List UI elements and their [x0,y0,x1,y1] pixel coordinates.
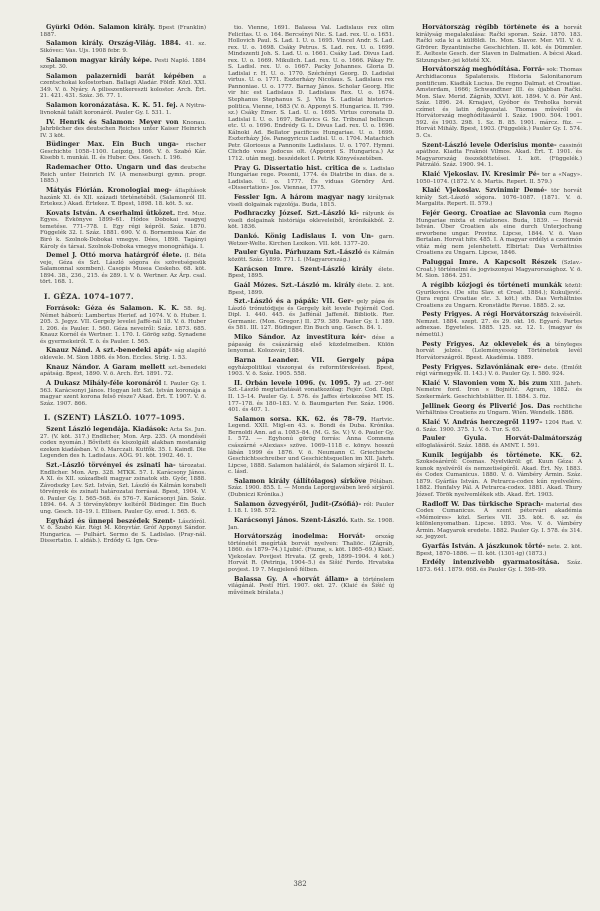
entry-citation: ter a «Nagy». 1050–1074. (1872. V. ö. Martis. Repert. II. 579.) [416,172,582,185]
bibliography-entry [228,576,394,597]
entry-title: Demel J. Ottó morva határgróf élete. [46,251,182,260]
bibliography-entry [228,298,394,332]
entry-title: Salamon sorsa. KK. 62. és 78–79. [234,414,367,423]
entry-title: Barna Leander. VII. Gergely pápa [234,356,394,365]
entry-title: Klaić Vjekoslav. IV. Kresimir Pé- [422,170,540,179]
bibliography-entry [416,452,582,499]
entry-citation: 1204 Rad. V. ö. Száz. 1900. 375. 1. V. ö. Tur. S. 65. [416,419,582,433]
bibliography-entry [416,341,582,362]
bibliography-entry [228,517,394,531]
entry-citation: material des Codex Cumanicus. A szent pétervári akadémia «Mémoires» közl. Series VII. 35. köt. 6. sz. és különlenyomatban. Lipcse. 1893. Vos. V. ö. Vámbéry Ármin. Magyarok eredete. 1882. Pauler Gy. I. 578. és 314. sz. jegyzet. [416,501,582,541]
entry-citation: a czentschokai kolostorban. Ballagi Aladár. Földr. Közl. XXI. 349. V. ö. Nyáry. A pilisszentkereszti kolostor. Arch. Ért. 21. 421. 431. Száz. 36. 77. 1. [40,73,206,100]
page-number: 382 [293,880,307,888]
bibliography-entry [416,543,582,557]
bibliography-entry [40,57,206,71]
entry-citation: Pólában. Száz. 1900. 855. I. — Monda Leporgjaváben levő sírjáról. (Dubniczi Krónika.) [228,478,394,498]
entry-title: Pesty Frigyes. A régi Horvátország [422,310,549,319]
entry-citation: XIII. Jahrh. Nemetre ford. Iron s Bojničić. Agram, 1882. és Szekermárk. Geschichtsblätter. II. 1884. 3. füz. [416,380,582,400]
entry-citation: Kath. Sz. 1908. Jan. [228,518,394,531]
bibliography-entry [416,66,582,139]
bibliography-entry [416,559,582,573]
entry-citation: közül: Gyurikovics. (De situ Slav. et Croat. 1884.); Kukuljević. (Jura regni Croatiae etc. 3. köt.) stb. Das Verhältniss Croatiens zu Ungarn. Kronstädte Revue. 1885. 2. sz. [416,283,582,309]
bibliography-entry [416,435,582,449]
entry-title: Podhraczky József. Szt.-László ki- [234,209,359,218]
entry-title: Horvátország meghódítása. Forrá- [422,65,545,74]
entry-citation: tio. Vienne, 1691. Balassa Val. Ladislaus rex olim Felicitas. U. o. 164. Bercsényi Nic. S. Lad. rex. U. o. 1651. Hollovich Paul. S. Lad. I. U. o. 1695. Vincel Andr. S. Lad. rex. U. o. 1698. Csáky Petrus. S. Lad. rex. U. o. 1699. Mindszenti Joh. S. Lad. U. o. 1661. Csáky Lad. Divus Lad. rex. U. o. 1669. Mikulich. Lad. rex. U. o. 1666. Pákay Fr. S. Ladisl. rex. U. o. 1667. Packy Johannes. Gloria D. Ladislai r. H. U. o. 1770. Széchényi Georg. D. Ladislai virtus. U. o. 1771. Eszterházy Nicolaus. S. Ladislaus rex Pannoniae. U. o. 1777. Barnay János. Scholar Georg. Hic vir hic est Ladislaus D. Ladislaus Rex. U. o. 1674. Stephanus Stephanus S. J. Vita S. Ladislai historico-politica. Vienne, 1683 (V. ö. Apponyi S. Hungarica. II. 799. sz.) Csáky Emer. S. Lad. U. o. 1695. Virtus coronata D. Ladislai I. U. o. 1697. Bellavics G. Sz. Tribunal bellicum etc. U. o. 1696. Endrédy G. L. Divus Lad. rex. U. o. 1696. Kálnoki Ad. Bellator pacificus Hungariae. U. o. 1699. Eszterházy Jós. Panegyricus Ladisl. U. o. 1704. Matachich Petr. Gloriosus a Pannoniis Ladislaus. U. o. 1707. Hymni. Clichdo vous Jodocus olt. (Apponyi S. Hungarica.) Az 1712. után megj. beszédeket I. Petrik Könyvészetében. [228,25,394,162]
entry-title: Radloff W. Das türkische Sprach- [422,499,544,508]
bibliography-entry [228,165,394,192]
bibliography-entry [228,210,394,231]
entry-title: Salamon özvegyéről, Judit-(Zsófiá)- [234,499,362,508]
entry-citation: I. Pauler Gy. I. 563. Karácsonyi János. Hogyan lett Szt. István koronája a magyar szent korona felső része? Akad. Ért. T. 1907. V. ö. Száz. 1907. 866. [40,381,206,407]
bibliography-entry [416,142,582,169]
entry-title: Fejér Georg. Croatiae ac Slavonia [422,209,547,218]
entry-citation: horvát királyság megalakulása: Rački sporan. Száz. 1870. 183. Rački szla ki a külföldi. In. Mon. Slavor. Mer. VII. V. ö. Gfrörer. Byzantinische Geschichten. II. köt. és Dümmler. E. Aelteste Gesch. der Slaven in Dalmatien. A bécsi Akad. Sitzungsber.-jei köteté XX. [416,25,582,64]
entry-title: II. Orbán levele 1096. (v. 1095. ?) [234,378,361,387]
entry-title: Pesty Frigyes. Szlavóniának ere- [422,362,541,371]
entry-title: Szt.-László és a pápák: VII. Ger- [234,297,354,306]
entry-citation: cassinói apáthoz. Kiadta Fraknói Vilmos. Akad. Ért. T. 1901. és Magyarország összeköttetései. I. köt. (Függelék.) Pátrzáló. Száz. 1900. 94. 1. [416,142,582,169]
entry-citation: rályunk és viseli dolgainak históriája okleveleiből, krónikákból. 2. köt. 1836. [228,211,394,231]
bibliography-entry [40,210,206,250]
bibliography-entry [416,210,582,257]
entry-title: Jellinek Georg és Pliverić Jos. Das [422,401,551,410]
bibliography-entry [40,518,206,545]
bibliography-entry [416,311,582,338]
bibliography-entry [40,102,206,116]
bibliography-entry [416,259,582,280]
bibliography-entry [416,282,582,309]
entry-title: Gyarfás István. A jászkunok törté- [422,542,546,551]
bibliography-entry [40,462,206,515]
entry-citation: Száz. 1873. 641. 1879. 668. és Pauler Gy. I. 598–99. [416,560,582,573]
section-heading: I. GÉZA. 1074–1077. [44,292,134,302]
entry-title: Egyházi és ünnepi beszédek Szent- [46,516,176,525]
entry-citation: ság alapító oklevele. M. Sion 1886. és Mon. Eccles. Strig. I. 53. [40,348,206,362]
entry-title: Erdély intenzivebb gyarmatosítása. [422,558,560,567]
entry-citation: rechtliche Verhältniss Croatiens zu Ungarn. Wien. Wendelk. 1886. [416,403,582,417]
entry-title: Knauz Nánd. A szt.-benedeki apát- [46,346,173,355]
entry-citation: nete. 2. köt. Bpest, 1870–1886. — II. köt. (1301-ig) (1873.) [416,544,582,557]
entry-citation: ad. 27–96! Szt.-László megtartatását vonatkozólag: Fejér. Cod. Dipl. II. 13–14. Pauler Gy. I. 576. és Jaffes értekezése MT. IS. 177–178. és 180–183. V. ö. Baumgarten Fer. Száz. 1906. 401. és 407. 1. [228,380,394,414]
entry-title: Klaić Vjekoslav. Szvinimir Demé- [422,186,547,195]
entry-citation: rischer Geschichte 1058–1100. Leipzig, 1866. V. ö. Szabó Kár. Kisebb t. munkái. II. és Huber. Oes. Gesch. I. 196. [40,142,206,162]
entry-citation: szt.-benedeki apátság. Bpest, 1890. V. ö. Arch. Ért. 1891. 72. [40,364,206,378]
entry-citation: garn. Wetzer-Welte. Kirchen Lexikon. VII. köt. 1377–20. [228,234,394,247]
bibliography-entry [228,380,394,414]
text-columns [40,24,582,876]
entry-citation: gely pápa és László trónutódjeje és Gergely két levele Fejérnél Cod. Dipl. I. 440. 445. és Jaffénál Jaffenél. Bibliotk. Rer. Germanic. (Mon. Gregor.) II. 279. 389. Pauler Gy. I. 189. és 581. III. 127. Büdinger. Ein Buch ung. Gesch. 84. 1. [228,299,394,332]
entry-title: Gaál Mózes. Szt.-László m. király [234,281,355,289]
bibliography-entry [416,187,582,208]
entry-citation: történelem világánál. Pesti Hírl. 1907. okt. 27. (Klaić és Šišić új művéinek bírálata.) [228,576,394,596]
entry-title: Szent-László levele Oderisius monte- [422,140,557,149]
entry-citation: 41. sz. Sikóvec: Vas. Ujs. 1908 febr. 9. [40,41,206,54]
entry-title: Salamon koronázatása. K. K. 51. fej. [46,101,178,110]
entry-citation: állapítások hazánk XI. és XII. századi történetéből. (Salamonról III. Ertekez.) Akad. Értekez. T. Bpest, 1898. 18. köt. 5. sz. [40,187,206,208]
bibliography-entry [416,501,582,541]
bibliography-entry [40,187,206,208]
entry-title: IV. Henrik és Salamon: Meyer von [46,117,179,126]
entry-citation: deutsche Reich unter Heinrich IV. (A menseburgi gymn. progr. 1885.) [40,165,206,185]
bibliography-entry [228,357,394,378]
entry-title: Szent László legendája. Kiadások: [46,425,168,434]
entry-title: Karácson Imre. Szent-László király [234,264,373,273]
entry-title: Pesty Frigyes. Az oklevelek és a [422,339,550,348]
bibliography-entry [228,478,394,499]
entry-title: Fessler Ign. A három magyar nagy [234,193,365,202]
entry-citation: cum Regno Hungariae mixta et relationes. Buda, 1839. — Horvát István. Über Croatien als eine durch Unterjochung erworbene ungar. Provinz. Lipcse, 1844. V. ö. Vaso Bertalan. Horvát hitv. 485. I. A magyar erdélyi a czerimón vitáz még nem jelenhetett. Elbirtat: Das Verhältniss Croatiens zu Ungarn. Lipcse, 1846. [416,211,582,257]
entry-citation: tényleges horvát jelzés. (Leleményesség Történetek levél Horvátországról. Bpest. Akadémia. 1889. [416,341,582,361]
bibliography-entry [40,73,206,100]
bibliography-entry [40,24,206,38]
entry-title: Horvátország régibb története és a [422,24,559,31]
entry-citation: s. Ladislao Hungariae rege. Posonii, 1774. és Diatribe in dias. de s. Ladislao. U. o. 1777. És viduas Görnöry Árd. «Dissertation» Jos. Viennae, 1775. [228,165,394,192]
entry-title: Karácsonyi János. Szent-László. [234,516,348,524]
bibliography-entry [228,24,394,162]
bibliography-entry [416,403,582,417]
entry-citation: ról: Pauler I. 18. I. 198. 572. [228,501,394,515]
entry-title: Pauler Gyula. Párhuzam Szt.-László [234,248,363,257]
bibliography-entry [228,501,394,515]
entry-citation: 58. fej. Német háború: Lambertus Herief. ad 1074. V. ö. Huber. I. 205. 3. Jegyz. VII. Gergely levelei Jaffé-nál 18. V. ö. Huber I. 206. és Pauler. I. 560. Géza neveiről: Száz. 1873. 685. Knauz Kornél és Wertner. 1. 170. I. Görög szög. Synadene és gyermekeiről. T. ö. és Pauler. I. 565. [40,306,206,345]
entry-title: Miko Sándor. Az investitura kér- [234,333,367,342]
bibliography-entry [40,119,206,140]
bibliography-entry [416,364,582,378]
entry-citation: sok: Thomas Archidiaconus Spalatensis. Historia Salonitanorum pontificum. Kiadták Lucius. De regno Dalmat. et Croatiae. Amsterdam, 1666; Schwandtner III. és újabban Rački. Mon. Slav. Merid. Zágráb, XXVI. köt. 1894. V. ö. Pór Ant. Száz. 1896. 24. Krnajavi, Gyóbor és Treholka horvát czímet és latin dolgozatai. Thomas művéről és Horvátország meghódításáról I. Száz. 1900. 504. 1901. 592. és 1903. 298. 1. Sz. B. 85. 1901. márcz. füz. — Horvát Mihály. Bpest, 1903. (Függelék.) Pauler Gy. I. 574. 5. Cs. [416,67,582,139]
entry-citation: Pesti Napló. 1884 szept. 30. [40,57,206,71]
bibliography-entry [40,141,206,162]
entry-citation: Hartvic. Legend. XXII. Migl-en 43. s. Bondi és Duba. Krónika. Bernoldi Ann. ad a. 1083–84. (M. G. Ss. V.) V. ö. Pauler Gy. I. 572. — Egyhonú görög forrás: Anna Comnena császárné «Alexias» szöve. 1069–1118 c. könyv. hosszú lábán 1999 és 1876. V. ö. Neumann C. Griechische Geschichtsschreiber und Geschichtsquellen im XII. Jahrh. Lipcse, 1888. Salamon haláláról, és Salamon sírjáról II. L. c. lásd. [228,416,394,476]
bibliography-entry [416,419,582,433]
entry-citation: dése a pápaság és császárság első küzdelmeiben. Külön lenyomat. Kolozsvár, 1884. [228,335,394,355]
entry-title: A Dukasz Mihály-féle koronáról [46,379,162,388]
bibliography-entry [416,24,582,64]
bibliography-entry [40,252,206,286]
bibliography-entry [40,305,206,345]
bibliography-entry [40,380,206,407]
bibliography-entry [228,282,394,296]
entry-citation: élete. Bpest, 1895. [228,266,394,280]
entry-citation: Bpest (Franklin) 1887. [40,25,206,38]
entry-title: Salamon király. Ország-Világ. 1884. [46,39,181,48]
entry-citation: királynak viseli dolgainak rajzolója. Buda, 1815. [228,195,394,208]
entry-citation: (Szlav.-Croat.) történelmi és jogviszonyai Magyarországhoz. V. ö. M. Sion. 1864. 251. [416,260,582,280]
bibliography-entry [228,249,394,263]
bibliography-entry [40,347,206,361]
entry-citation: elfoglalásáról. Száz. 1888. és AMNT. I. 591. [416,442,540,449]
entry-title: Klaić V. András herczegről 1197– [422,417,543,426]
entry-title: Salamon magyar király képe. [46,55,153,64]
entry-title: Klaić V. Slavonien vom X. bis zum [422,378,548,387]
bibliography-entry [228,533,394,573]
entry-citation: egyházpolitikai viszonyai és reformtörekvései. Bpest, 1903. V. ö. Száz. 1905. 558. [228,364,394,378]
entry-citation: élete. 2. köt. Bpest, 1899. [228,283,394,296]
entry-title: Mátyás Flórián. Kronologiai meg- [46,185,172,194]
entry-citation: Knonau. Jahrbücher des deutschen Reiches unter Kaiser Heinrich IV. 3 köt. [40,119,206,139]
bibliography-entry [228,194,394,208]
entry-title: A régibb közjogi és történeti munkák [422,281,562,289]
entry-citation: tározatai. Endlicher. Mon. Arp. 328. MTKK. 57. I. Karácsony János. A XI. és XII. századbeli magyar zsinatok stb. Győr, 1888. Závodszky Lev. Szt. István, Szt. László és Kálmán korabeli törvények és zsinati határozatai forrásai. Bpest, 1904. V. ö. Pauler Gy. I. 565–568. és 576–7. Karácsonyi Ján. Száz. 1894. 64. A 3 törvénykönyv keltéről Büdinger. Ein Buch ung. Gesch. 18–19. I. Ellisen. Pauler Gy. ered. I. 565. 6. [40,463,206,515]
entry-title: Szt.-László törvényei és zsinati ha- [46,461,176,470]
entry-title: Horvátország inodelma: Horvát- [234,532,366,541]
entry-citation: dete. (Emlőit régi vármegyék. II. 143.) V. ö. Pauler Gy. I. 580. 924. [416,364,582,378]
column-middle [228,24,394,876]
entry-title: Kunik legújabb és története. KK. 62. [422,450,582,459]
section-heading: I. (SZENT) LÁSZLÓ. 1077–1095. [44,413,185,423]
bibliography-entry [228,416,394,476]
entry-title: Rademacher Otto. Ungarn und das [46,163,177,172]
entry-title: Salamon király (állítólagos) sírköve [234,476,367,485]
entry-title: Gyürki Ödön. Salamon király. [46,24,156,31]
entry-title: Kovats István. A cserhalmi ütközet. [46,208,176,217]
column-right [416,24,582,876]
entry-citation: Lászlóról. V. ö. Szabó Kár. Régi M. Könyvtár. Gróf Apponyi Sándor. Hungarica. — Pulhárt. Sermo de S. Ladislao. (Pray-nál. Dissertatio. I. aldáb.). Erdődy G. Ign. Ora- [40,518,206,545]
entry-citation: fekvéséről. Nemzet. 1884. szept. 27. és 29. okt. 16. Egyaró. Partes adnexae. Egyeteles. 1885. 125. sz. 12. 1. (magyar és németül.) [416,312,582,339]
entry-title: Knauz Nándor. A Garam mellett [46,362,166,371]
entry-title: Paluggai Imre. A Kapcsolt Részek [422,258,557,267]
entry-citation: Acta Ss. Jun. 27. (V. köt. 317.) Endlicher, Mon. Arp. 235. (A mondéséi codex nyomán.) Bővített és kiszolgált alakban mostanáig ezeken kiadásban. V. ö. Marczali. Kutfők. 35. I. Kaindl. Die Legenden des h. Ladislaus. AÖG. 91. köt. 1902. 46. 1. [40,427,206,460]
bibliography-entry [228,266,394,280]
entry-title: Források: Géza és Salamon. K. K. [46,304,179,313]
entry-title: Pauler Gyula. Horvát-Dalmátország [422,434,582,443]
entry-citation: és Kálmán között. Száz. 1899. 771. I. (Magyarország.) [228,250,394,263]
entry-citation: ország történetét megírták borvát nyelven: Thaliōc. (Zágráb, 1860. és 1879–74.) Ljubić. (Fiume, s. köt. 1865–69.) Klaić. Vjekoslav. Povijest Hrvata. (Z greb, 1899–1904. 4 köt.) Horvát R. (Petrinja, 1904–5.) és Sišić Ferdo. Hrvatska povjest. 19 7. Megjelenő félben. [228,534,394,574]
entry-title: Pray G. Dissertatio hist. critica de [234,163,361,172]
bibliography-entry [416,171,582,185]
entry-title: Dankó. König Ladislaus I. von Un- [234,232,374,241]
entry-citation: tör horvát király Szt.-László sógora. 1076–1087. (1871. V. ö. Margalits. Repert. II. 579.) [416,188,582,208]
entry-citation: Szoksósáréról: Cosmas. Nyelvikról: gf. Kuun Géza: A kunok nyelvéről és nemzetiségéről. Akad. Ért. Ny. 1883. és Codex Cumanicus. 1880. V. ö. Vámbéry Ármin. Száz. 1879. Gyárfás István. A Petrarca-codex kún nyelvelére. 1882. Hunfalvy Pál. A Petrarca-codex. 1881. Akad. Thury József. Török nyelvemlékek stb. Akad. Ért. 1903. [416,459,582,498]
bibliography-entry [40,364,206,378]
entry-citation: Erd. Muz. Egyes. Évkönyve 1899–61. Hódos Dobokai vaagyej temetése. 771–778. I. Egy régi képről. Száz. 1870. Függelék 32. I. Száz. 1881. 690. V. ö. Bornemissa Kár. de Biró k. Szolnok-Dobokai vmegye. Dées, 1898. Tagányi Károly és társai. Szolnok-Doboka vmegye monográfiája. I. [40,210,206,250]
entry-citation: (I. Béla veje, Géza és Szt. László sógora és szövetségesük Salamonnal szemben). Casopis Musea Ceskeho. 68. köt. 1894. 38., 236., 215. és 289. l. V. ö. Wertner. Az Árp. csal. tört. 168. 1. [40,253,206,286]
bibliography-entry [40,40,206,54]
bibliography-entry [228,233,394,247]
bibliography-entry [228,334,394,355]
entry-title: Salamon palazernidi barát képében [46,71,194,80]
bibliography-entry [416,380,582,401]
entry-title: Balassa Gy. A «horvát állam» a [234,574,359,583]
entry-title: Büdinger Max. Ein Buch unga- [46,140,179,149]
bibliography-entry [40,426,206,460]
bibliography-entry [40,164,206,185]
entry-citation: A Nyitra-livnoknál talált koronáról. Pauler Gy. I. 531. 1. [40,103,206,116]
column-left [40,24,206,876]
